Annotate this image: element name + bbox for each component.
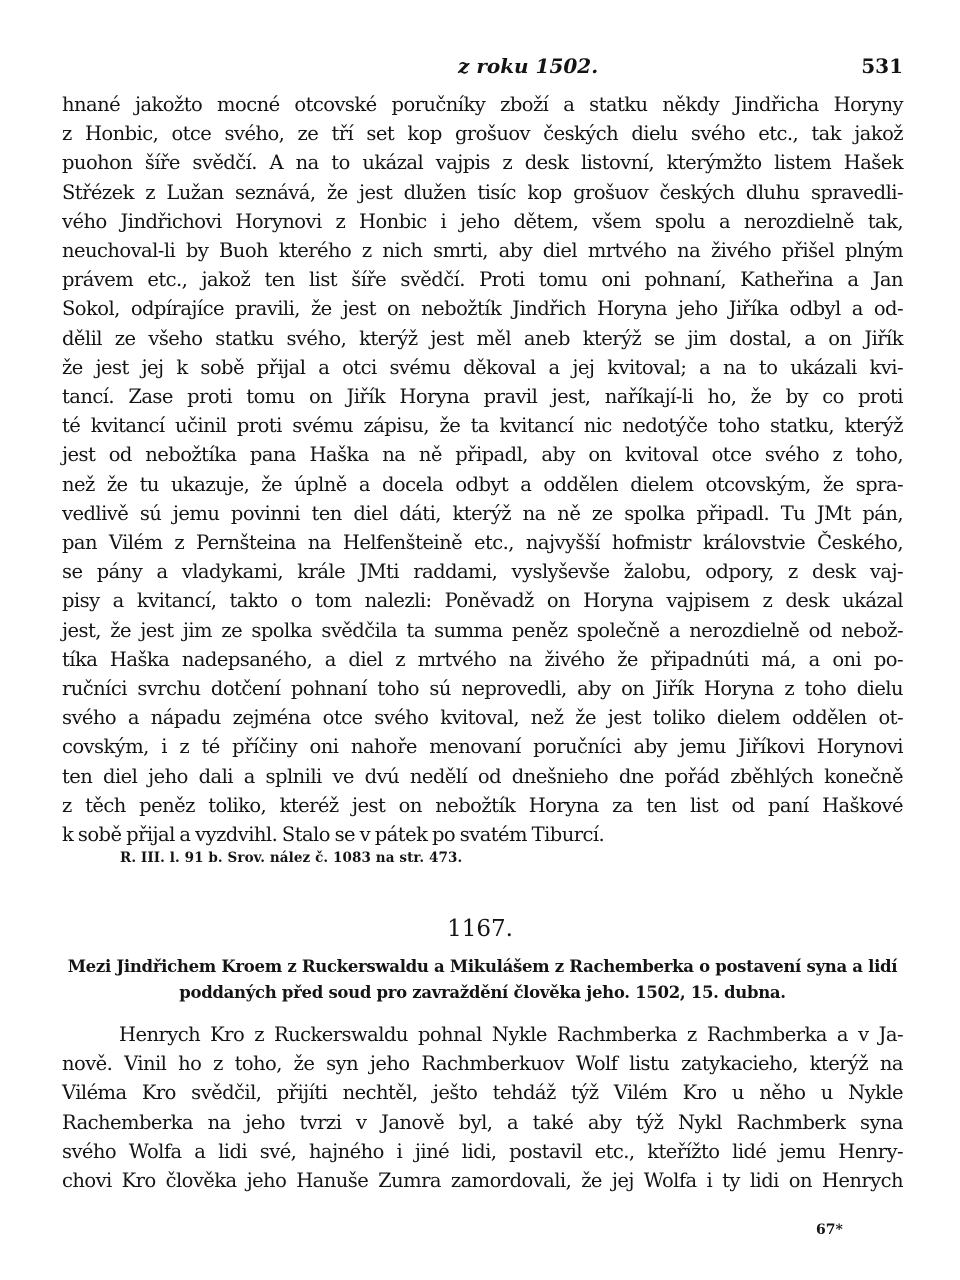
text-line: než že tu ukazuje, že úplně a docela odbyt a oddělen dielem otcovským, že spra- [62,472,903,496]
signature-mark: 67* [816,1222,843,1238]
text-line: hnané jakožto mocné otcovské poručníky zboží a statku někdy Jindřicha Horyny [62,93,903,116]
document-number: 1167. [447,916,513,942]
text-line: chovi Kro člověka jeho Hanuše Zumra zamordovali, že jej Wolfa i ty lidi on Henrych [62,1169,903,1193]
text-line: Rachemberka na jeho tvrzi v Janově byl, a také aby týž Nykl Rachmberk syna [62,1110,903,1134]
text-line: svého Wolfa a lidi své, hajného i jiné lidi, postavil etc., kteřížto lidé jemu Henry- [62,1139,903,1163]
text-line: pisy a kvitancí, takto o tom nalezli: Poněvadž on Horyna vajpisem z desk ukázal [62,589,903,613]
heading-line: Mezi Jindřichem Kroem z Ruckerswaldu a Mikulášem z Rachemberka o postavení syna a lidí [67,957,898,976]
text-line: nově. Vinil ho z toho, že syn jeho Rachmberkuov Wolf listu zatykacieho, kterýž na [62,1052,903,1076]
text-line: tancí. Zase proti tomu on Jiřík Horyna pravil jest, naříkají-li ho, že by co proti [62,385,903,409]
text-line: ten diel jeho dali a splnili ve dvú nedělí od dnešnieho dne pořád zběhlých konečně [62,764,903,788]
text-line: tíka Haška nadepsaného, a diel z mrtvého na živého že připadnúti má, a oni po- [62,647,903,671]
text-line: právem etc., jakož ten list šíře svědčí. Proti tomu oni pohnaní, Katheřina a Jan [62,268,903,292]
text-line: že jest jej k sobě přijal a otci svému děkoval a jej kvitoval; a na to ukázali kvi- [62,355,903,379]
text-line: vedlivě sú jemu povinni ten diel dáti, kterýž na ně ze spolka připadl. Tu JMt pán, [62,501,903,525]
source-citation: R. III. l. 91 b. Srov. nález č. 1083 na str. 473. [120,850,463,866]
text-line: jest od nebožtíka pana Haška na ně připadl, aby on kvitoval otce svého z toho, [62,443,903,467]
text-line: jest, že jest jim ze spolka svědčila ta summa peněz společně a nerozdielně od nebož- [62,618,903,642]
paragraph-document-body [62,1020,903,1195]
text-line: svého a nápadu zejména otce svého kvitoval, než že jest toliko dielem oddělen ot- [62,706,903,730]
text-line: Střézek z Lužan seznává, že jest dlužen tisíc kop grošuov českých dluhu spravedli- [62,180,903,204]
text-line: té kvitancí učinil proti svému zápisu, že ta kvitancí nic nedotýče toho statku, kterýž [62,414,903,438]
text-line: covským, i z té příčiny oni nahoře menovaní poručníci aby jemu Jiříkovi Horynovi [62,735,903,759]
text-line: se pány a vladykami, krále JMti raddami, vyslyševše žalobu, odpory, z desk vaj- [62,560,903,584]
document-heading [62,954,903,1006]
text-line: Sokol, odpírajíce pravili, že jest on nebožtík Jindřich Horyna jeho Jiříka odbyl a od- [62,297,903,321]
text-line: puohon šíře svědčí. A na to ukázal vajpis z desk listovní, kterýmžto listem Hašek [62,151,903,175]
text-line: Viléma Kro svědčil, přijíti nechtěl, ješto tehdáž týž Vilém Kro u něho u Nykle [62,1081,903,1105]
text-line: neuchoval-li by Buoh kterého z nich smrti, aby diel mrtvého na živého přišel plným [62,239,903,263]
text-line: pan Vilém z Pernšteina na Helfenšteině etc., najvyšší hofmistr královstvie Českého, [62,531,903,555]
paragraph-continued [62,90,903,849]
text-line: z Honbic, otce svého, ze tří set kop grošuov českých dielu svého etc., tak jakož [62,122,903,146]
text-line: z těch peněz toliko, kteréž jest on nebožtík Horyna za ten list od paní Haškové [62,793,903,817]
running-title: z roku 1502. [458,54,599,78]
text-line: ručníci svrchu dotčení pohnaní toho sú neprovedli, aby on Jiřík Horyna z toho dielu [62,677,903,701]
text-line: vého Jindřichovi Horynovi z Honbic i jeho dětem, všem spolu a nerozdielně tak, [62,209,903,233]
running-header [62,54,903,84]
text-line: k sobě přijal a vyzdvihl. Stalo se v pátek po svatém Tiburcí. [62,823,605,847]
text-line: Henrych Kro z Ruckerswaldu pohnal Nykle Rachmberka z Rachmberka a v Ja- [119,1023,903,1046]
text-line: dělil ze všeho statku svého, kterýž jest měl aneb kterýž se jim dostal, a on Jiřík [62,326,903,350]
heading-line: poddaných před soud pro zavraždění člověka jeho. 1502, 15. dubna. [179,983,786,1002]
page-number: 531 [861,54,903,78]
